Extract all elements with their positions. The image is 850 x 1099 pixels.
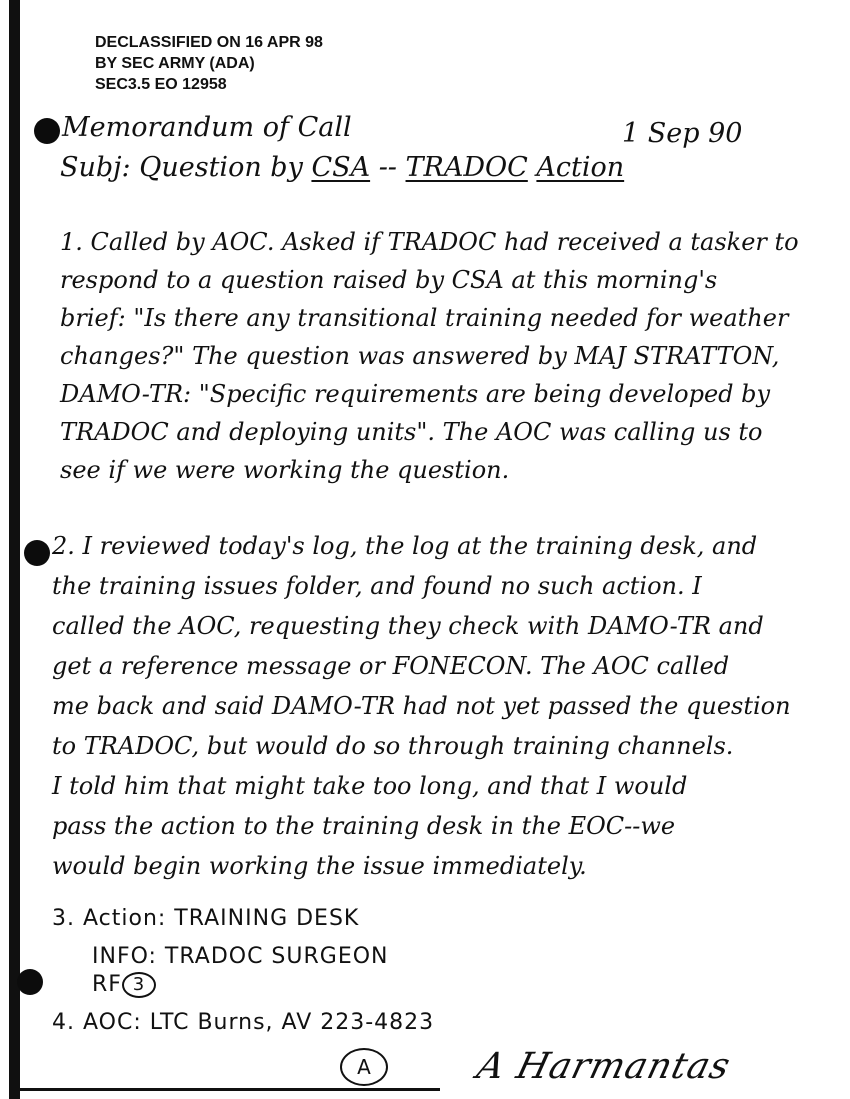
- rf-circled-number: 3: [122, 972, 156, 998]
- para2-line-1: 2. I reviewed today's log, the log at the training desk, and: [52, 532, 758, 560]
- para1-line-7: see if we were working the question.: [60, 456, 510, 484]
- para1-line-1: 1. Called by AOC. Asked if TRADOC had received a tasker to: [60, 228, 799, 256]
- subject-dash: --: [378, 152, 397, 183]
- para3-info: INFO: TRADOC SURGEON: [92, 944, 389, 969]
- punch-hole-3: [17, 969, 43, 995]
- subject-csa: CSA: [311, 152, 371, 183]
- punch-hole-1: [34, 118, 60, 144]
- para2-line-4: get a reference message or FONECON. The AOC called: [52, 652, 730, 680]
- para2-line-5: me back and said DAMO-TR had not yet passed the question: [52, 692, 791, 720]
- subject-action: Action: [536, 152, 625, 183]
- para2-line-9: would begin working the issue immediately.: [52, 852, 587, 880]
- subject-label: Subj: Question by: [60, 152, 303, 183]
- subject-tradoc: TRADOC: [405, 152, 528, 183]
- punch-hole-2: [24, 540, 50, 566]
- subject-line: [60, 152, 624, 183]
- para2-line-8: pass the action to the training desk in the EOC--we: [52, 812, 676, 840]
- circled-letter: A: [340, 1048, 388, 1086]
- para4-line: 4. AOC: LTC Burns, AV 223-4823: [52, 1010, 435, 1035]
- stamp-line-1: DECLASSIFIED ON 16 APR 98: [95, 34, 323, 51]
- declassification-stamp: [95, 32, 323, 95]
- left-border-bar: [9, 0, 20, 1099]
- para1-line-3: brief: "Is there any transitional training needed for weather: [60, 304, 789, 332]
- stamp-line-2: BY SEC ARMY (ADA): [95, 55, 255, 72]
- para2-line-2: the training issues folder, and found no such action. I: [52, 572, 702, 600]
- memo-date: 1 Sep 90: [622, 118, 743, 149]
- para2-line-6: to TRADOC, but would do so through training channels.: [52, 732, 734, 760]
- bottom-rule: [20, 1088, 440, 1091]
- para1-line-4: changes?" The question was answered by MAJ STRATTON,: [60, 342, 780, 370]
- para2-line-3: called the AOC, requesting they check with DAMO-TR and: [52, 612, 764, 640]
- rf-label: RF: [92, 972, 122, 997]
- para3-rf: [92, 972, 156, 998]
- para3-action: 3. Action: TRAINING DESK: [52, 906, 360, 931]
- signature: A Harmantas: [472, 1046, 735, 1087]
- memo-title: Memorandum of Call: [62, 112, 352, 143]
- para2-line-7: I told him that might take too long, and that I would: [52, 772, 688, 800]
- para1-line-5: DAMO-TR: "Specific requirements are being developed by: [60, 380, 771, 408]
- para1-line-6: TRADOC and deploying units". The AOC was calling us to: [60, 418, 763, 446]
- stamp-line-3: SEC3.5 EO 12958: [95, 76, 227, 93]
- para1-line-2: respond to a question raised by CSA at this morning's: [60, 266, 718, 294]
